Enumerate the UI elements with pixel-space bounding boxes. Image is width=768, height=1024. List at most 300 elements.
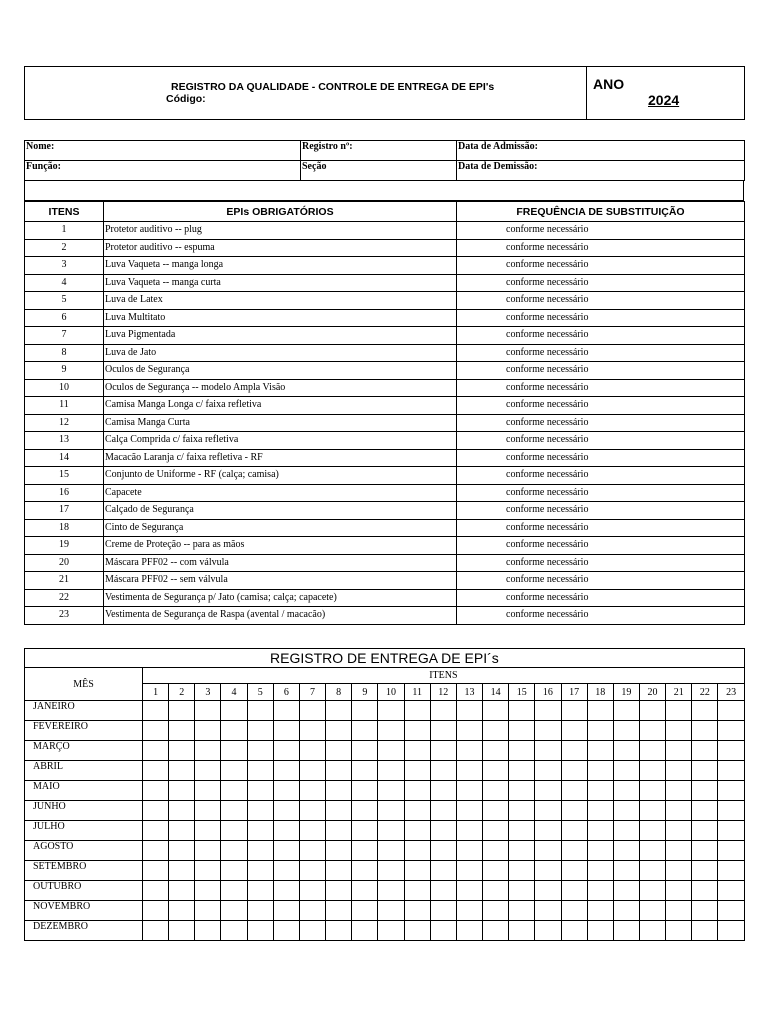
delivery-cell[interactable]	[456, 741, 482, 761]
delivery-cell[interactable]	[718, 861, 744, 881]
delivery-cell[interactable]	[169, 821, 195, 841]
delivery-cell[interactable]	[509, 801, 535, 821]
delivery-cell[interactable]	[352, 841, 378, 861]
delivery-cell[interactable]	[195, 761, 221, 781]
delivery-cell[interactable]	[221, 841, 247, 861]
delivery-cell[interactable]	[273, 921, 299, 941]
delivery-cell[interactable]	[221, 761, 247, 781]
delivery-cell[interactable]	[326, 781, 352, 801]
delivery-cell[interactable]	[247, 761, 273, 781]
delivery-cell[interactable]	[378, 741, 404, 761]
epi-item-frequency: conforme necessário	[457, 554, 745, 572]
delivery-cell[interactable]	[299, 741, 325, 761]
delivery-cell[interactable]	[535, 921, 561, 941]
delivery-cell[interactable]	[456, 701, 482, 721]
delivery-cell[interactable]	[378, 821, 404, 841]
delivery-cell[interactable]	[169, 801, 195, 821]
delivery-cell[interactable]	[535, 761, 561, 781]
delivery-cell[interactable]	[221, 881, 247, 901]
delivery-cell[interactable]	[221, 801, 247, 821]
delivery-cell[interactable]	[613, 881, 639, 901]
delivery-cell[interactable]	[195, 741, 221, 761]
delivery-cell[interactable]	[352, 921, 378, 941]
delivery-cell[interactable]	[143, 881, 169, 901]
delivery-cell[interactable]	[404, 801, 430, 821]
delivery-cell[interactable]	[273, 721, 299, 741]
delivery-cell[interactable]	[352, 761, 378, 781]
delivery-cell[interactable]	[561, 881, 587, 901]
delivery-cell[interactable]	[299, 701, 325, 721]
delivery-cell[interactable]	[587, 741, 613, 761]
delivery-cell[interactable]	[430, 721, 456, 741]
delivery-cell[interactable]	[666, 761, 692, 781]
delivery-cell[interactable]	[326, 921, 352, 941]
epi-item-number: 10	[25, 379, 104, 397]
epi-item-name: Capacete	[104, 484, 457, 502]
delivery-cell[interactable]	[535, 861, 561, 881]
month-row	[25, 841, 745, 861]
delivery-cell[interactable]	[378, 921, 404, 941]
delivery-cell[interactable]	[483, 801, 509, 821]
delivery-cell[interactable]	[326, 841, 352, 861]
delivery-cell[interactable]	[535, 741, 561, 761]
month-row	[25, 881, 745, 901]
delivery-cell[interactable]	[587, 801, 613, 821]
delivery-cell[interactable]	[666, 901, 692, 921]
delivery-cell[interactable]	[639, 801, 665, 821]
delivery-cell[interactable]	[247, 801, 273, 821]
delivery-cell[interactable]	[613, 741, 639, 761]
delivery-cell[interactable]	[613, 921, 639, 941]
delivery-cell[interactable]	[195, 721, 221, 741]
delivery-cell[interactable]	[352, 721, 378, 741]
delivery-cell[interactable]	[404, 781, 430, 801]
delivery-cell[interactable]	[639, 761, 665, 781]
delivery-cell[interactable]	[509, 861, 535, 881]
itens-header: ITENS	[143, 668, 745, 684]
delivery-cell[interactable]	[509, 701, 535, 721]
delivery-cell[interactable]	[378, 781, 404, 801]
delivery-cell[interactable]	[509, 781, 535, 801]
delivery-cell[interactable]	[299, 881, 325, 901]
delivery-cell[interactable]	[456, 801, 482, 821]
delivery-cell[interactable]	[195, 821, 221, 841]
delivery-cell[interactable]	[143, 921, 169, 941]
delivery-cell[interactable]	[299, 781, 325, 801]
delivery-cell[interactable]	[535, 901, 561, 921]
admissao-field[interactable]: Data de Admissão:	[457, 141, 745, 161]
delivery-cell[interactable]	[483, 861, 509, 881]
delivery-cell[interactable]	[718, 801, 744, 821]
delivery-cell[interactable]	[692, 901, 718, 921]
delivery-cell[interactable]	[509, 821, 535, 841]
delivery-cell[interactable]	[561, 821, 587, 841]
delivery-cell[interactable]	[666, 701, 692, 721]
delivery-cell[interactable]	[326, 721, 352, 741]
delivery-cell[interactable]	[404, 861, 430, 881]
delivery-cell[interactable]	[587, 821, 613, 841]
delivery-cell[interactable]	[456, 841, 482, 861]
delivery-cell[interactable]	[718, 841, 744, 861]
delivery-cell[interactable]	[613, 701, 639, 721]
delivery-cell[interactable]	[613, 781, 639, 801]
delivery-cell[interactable]	[639, 821, 665, 841]
delivery-cell[interactable]	[404, 701, 430, 721]
delivery-cell[interactable]	[273, 761, 299, 781]
delivery-cell[interactable]	[666, 881, 692, 901]
delivery-cell[interactable]	[456, 921, 482, 941]
delivery-cell[interactable]	[326, 801, 352, 821]
delivery-cell[interactable]	[195, 701, 221, 721]
delivery-cell[interactable]	[483, 781, 509, 801]
delivery-cell[interactable]	[143, 821, 169, 841]
delivery-cell[interactable]	[404, 741, 430, 761]
registro-field[interactable]: Registro nº:	[301, 141, 457, 161]
delivery-cell[interactable]	[483, 701, 509, 721]
delivery-cell[interactable]	[247, 841, 273, 861]
funcao-field[interactable]: Função:	[25, 161, 301, 181]
delivery-cell[interactable]	[613, 861, 639, 881]
delivery-cell[interactable]	[221, 741, 247, 761]
delivery-cell[interactable]	[352, 901, 378, 921]
delivery-cell[interactable]	[169, 841, 195, 861]
delivery-cell[interactable]	[143, 761, 169, 781]
delivery-cell[interactable]	[404, 921, 430, 941]
delivery-cell[interactable]	[718, 821, 744, 841]
delivery-cell[interactable]	[430, 701, 456, 721]
delivery-cell[interactable]	[273, 701, 299, 721]
delivery-cell[interactable]	[273, 861, 299, 881]
delivery-cell[interactable]	[299, 761, 325, 781]
delivery-cell[interactable]	[404, 721, 430, 741]
delivery-cell[interactable]	[666, 821, 692, 841]
epi-item-frequency: conforme necessário	[457, 589, 745, 607]
delivery-cell[interactable]	[221, 781, 247, 801]
delivery-cell[interactable]	[169, 721, 195, 741]
delivery-cell[interactable]	[456, 821, 482, 841]
delivery-cell[interactable]	[169, 881, 195, 901]
delivery-cell[interactable]	[169, 701, 195, 721]
delivery-cell[interactable]	[430, 861, 456, 881]
delivery-cell[interactable]	[535, 721, 561, 741]
delivery-cell[interactable]	[430, 741, 456, 761]
delivery-cell[interactable]	[613, 721, 639, 741]
delivery-cell[interactable]	[404, 821, 430, 841]
delivery-cell[interactable]	[169, 921, 195, 941]
delivery-cell[interactable]	[587, 901, 613, 921]
delivery-cell[interactable]	[587, 761, 613, 781]
delivery-cell[interactable]	[587, 881, 613, 901]
delivery-cell[interactable]	[456, 781, 482, 801]
delivery-cell[interactable]	[352, 701, 378, 721]
epi-item-name: Máscara PFF02 -- sem válvula	[104, 572, 457, 590]
delivery-cell[interactable]	[326, 881, 352, 901]
delivery-cell[interactable]	[587, 861, 613, 881]
delivery-cell[interactable]	[404, 761, 430, 781]
delivery-cell[interactable]	[195, 861, 221, 881]
delivery-cell[interactable]	[221, 821, 247, 841]
month-row	[25, 901, 745, 921]
delivery-cell[interactable]	[430, 881, 456, 901]
delivery-cell[interactable]	[378, 701, 404, 721]
delivery-cell[interactable]	[195, 801, 221, 821]
delivery-cell[interactable]	[352, 741, 378, 761]
delivery-cell[interactable]	[639, 881, 665, 901]
epi-item-number: 19	[25, 537, 104, 555]
demissao-field[interactable]: Data de Demissão:	[457, 161, 745, 181]
delivery-cell[interactable]	[483, 901, 509, 921]
delivery-cell[interactable]	[378, 881, 404, 901]
delivery-cell[interactable]	[718, 901, 744, 921]
delivery-cell[interactable]	[639, 721, 665, 741]
delivery-cell[interactable]	[247, 701, 273, 721]
delivery-cell[interactable]	[456, 761, 482, 781]
delivery-cell[interactable]	[639, 781, 665, 801]
delivery-cell[interactable]	[404, 841, 430, 861]
delivery-cell[interactable]	[692, 701, 718, 721]
delivery-cell[interactable]	[143, 841, 169, 861]
delivery-cell[interactable]	[692, 841, 718, 861]
delivery-cell[interactable]	[273, 881, 299, 901]
delivery-cell[interactable]	[535, 821, 561, 841]
delivery-cell[interactable]	[195, 781, 221, 801]
delivery-cell[interactable]	[561, 721, 587, 741]
delivery-cell[interactable]	[299, 921, 325, 941]
delivery-cell[interactable]	[143, 781, 169, 801]
month-label: SETEMBRO	[25, 861, 143, 881]
delivery-cell[interactable]	[666, 741, 692, 761]
epi-item-name: Calçado de Segurança	[104, 502, 457, 520]
delivery-cell[interactable]	[692, 741, 718, 761]
item-column-header: 1	[143, 684, 169, 701]
delivery-cell[interactable]	[326, 901, 352, 921]
delivery-cell[interactable]	[378, 721, 404, 741]
delivery-cell[interactable]	[352, 781, 378, 801]
delivery-cell[interactable]	[613, 821, 639, 841]
delivery-cell[interactable]	[456, 901, 482, 921]
delivery-cell[interactable]	[613, 841, 639, 861]
item-column-header: 2	[169, 684, 195, 701]
delivery-cell[interactable]	[221, 701, 247, 721]
delivery-cell[interactable]	[718, 921, 744, 941]
delivery-cell[interactable]	[169, 901, 195, 921]
delivery-cell[interactable]	[404, 901, 430, 921]
delivery-cell[interactable]	[613, 761, 639, 781]
delivery-cell[interactable]	[430, 841, 456, 861]
delivery-cell[interactable]	[718, 761, 744, 781]
delivery-cell[interactable]	[561, 921, 587, 941]
delivery-cell[interactable]	[221, 861, 247, 881]
delivery-cell[interactable]	[509, 721, 535, 741]
delivery-cell[interactable]	[430, 901, 456, 921]
delivery-cell[interactable]	[692, 881, 718, 901]
delivery-cell[interactable]	[143, 801, 169, 821]
delivery-cell[interactable]	[483, 721, 509, 741]
delivery-cell[interactable]	[561, 761, 587, 781]
delivery-cell[interactable]	[456, 861, 482, 881]
delivery-cell[interactable]	[247, 901, 273, 921]
delivery-cell[interactable]	[430, 921, 456, 941]
delivery-cell[interactable]	[561, 741, 587, 761]
delivery-cell[interactable]	[430, 781, 456, 801]
delivery-cell[interactable]	[561, 861, 587, 881]
delivery-cell[interactable]	[221, 721, 247, 741]
delivery-cell[interactable]	[718, 781, 744, 801]
delivery-cell[interactable]	[718, 881, 744, 901]
delivery-cell[interactable]	[561, 701, 587, 721]
delivery-cell[interactable]	[247, 881, 273, 901]
delivery-cell[interactable]	[352, 881, 378, 901]
epi-item-frequency: conforme necessário	[457, 537, 745, 555]
delivery-cell[interactable]	[692, 801, 718, 821]
delivery-cell[interactable]	[326, 821, 352, 841]
nome-field[interactable]: Nome:	[25, 141, 301, 161]
month-row	[25, 801, 745, 821]
delivery-cell[interactable]	[169, 861, 195, 881]
delivery-cell[interactable]	[509, 741, 535, 761]
delivery-cell[interactable]	[326, 701, 352, 721]
delivery-cell[interactable]	[718, 701, 744, 721]
secao-field[interactable]: Seção	[301, 161, 457, 181]
delivery-cell[interactable]	[639, 901, 665, 921]
delivery-cell[interactable]	[247, 721, 273, 741]
delivery-cell[interactable]	[483, 761, 509, 781]
delivery-cell[interactable]	[483, 881, 509, 901]
delivery-cell[interactable]	[326, 741, 352, 761]
delivery-cell[interactable]	[613, 901, 639, 921]
delivery-cell[interactable]	[352, 801, 378, 821]
delivery-cell[interactable]	[639, 741, 665, 761]
delivery-cell[interactable]	[692, 761, 718, 781]
delivery-cell[interactable]	[195, 841, 221, 861]
delivery-cell[interactable]	[666, 841, 692, 861]
delivery-cell[interactable]	[143, 861, 169, 881]
delivery-cell[interactable]	[666, 781, 692, 801]
delivery-cell[interactable]	[639, 701, 665, 721]
delivery-cell[interactable]	[273, 841, 299, 861]
delivery-cell[interactable]	[613, 801, 639, 821]
delivery-cell[interactable]	[692, 861, 718, 881]
delivery-cell[interactable]	[299, 801, 325, 821]
delivery-cell[interactable]	[169, 741, 195, 761]
delivery-cell[interactable]	[639, 861, 665, 881]
delivery-cell[interactable]	[378, 841, 404, 861]
delivery-cell[interactable]	[299, 901, 325, 921]
delivery-cell[interactable]	[169, 761, 195, 781]
delivery-cell[interactable]	[247, 781, 273, 801]
delivery-cell[interactable]	[169, 781, 195, 801]
delivery-cell[interactable]	[247, 821, 273, 841]
delivery-cell[interactable]	[692, 721, 718, 741]
delivery-cell[interactable]	[273, 801, 299, 821]
delivery-cell[interactable]	[430, 821, 456, 841]
delivery-cell[interactable]	[247, 921, 273, 941]
delivery-cell[interactable]	[666, 861, 692, 881]
table-row	[25, 257, 745, 275]
delivery-cell[interactable]	[143, 701, 169, 721]
delivery-cell[interactable]	[326, 861, 352, 881]
delivery-cell[interactable]	[299, 841, 325, 861]
delivery-cell[interactable]	[483, 821, 509, 841]
delivery-cell[interactable]	[195, 881, 221, 901]
delivery-cell[interactable]	[509, 881, 535, 901]
delivery-cell[interactable]	[666, 721, 692, 741]
delivery-cell[interactable]	[718, 721, 744, 741]
delivery-cell[interactable]	[483, 921, 509, 941]
delivery-cell[interactable]	[378, 861, 404, 881]
delivery-cell[interactable]	[456, 881, 482, 901]
delivery-cell[interactable]	[430, 761, 456, 781]
delivery-cell[interactable]	[143, 901, 169, 921]
delivery-cell[interactable]	[143, 721, 169, 741]
delivery-cell[interactable]	[509, 921, 535, 941]
delivery-cell[interactable]	[456, 721, 482, 741]
delivery-cell[interactable]	[535, 841, 561, 861]
delivery-cell[interactable]	[299, 821, 325, 841]
delivery-cell[interactable]	[718, 741, 744, 761]
delivery-cell[interactable]	[221, 921, 247, 941]
delivery-cell[interactable]	[535, 881, 561, 901]
delivery-cell[interactable]	[352, 861, 378, 881]
delivery-cell[interactable]	[273, 821, 299, 841]
delivery-cell[interactable]	[326, 761, 352, 781]
delivery-cell[interactable]	[587, 841, 613, 861]
delivery-cell[interactable]	[666, 921, 692, 941]
delivery-cell[interactable]	[692, 781, 718, 801]
delivery-cell[interactable]	[195, 921, 221, 941]
delivery-cell[interactable]	[273, 901, 299, 921]
delivery-cell[interactable]	[639, 921, 665, 941]
delivery-cell[interactable]	[587, 921, 613, 941]
delivery-cell[interactable]	[561, 901, 587, 921]
delivery-cell[interactable]	[509, 901, 535, 921]
delivery-cell[interactable]	[483, 841, 509, 861]
delivery-cell[interactable]	[273, 741, 299, 761]
delivery-cell[interactable]	[692, 821, 718, 841]
delivery-cell[interactable]	[273, 781, 299, 801]
delivery-cell[interactable]	[666, 801, 692, 821]
delivery-cell[interactable]	[483, 741, 509, 761]
delivery-cell[interactable]	[143, 741, 169, 761]
delivery-cell[interactable]	[378, 901, 404, 921]
delivery-cell[interactable]	[535, 801, 561, 821]
delivery-cell[interactable]	[247, 861, 273, 881]
delivery-cell[interactable]	[639, 841, 665, 861]
delivery-cell[interactable]	[247, 741, 273, 761]
delivery-cell[interactable]	[587, 701, 613, 721]
delivery-cell[interactable]	[535, 701, 561, 721]
delivery-cell[interactable]	[561, 841, 587, 861]
delivery-cell[interactable]	[535, 781, 561, 801]
delivery-cell[interactable]	[221, 901, 247, 921]
delivery-cell[interactable]	[509, 761, 535, 781]
delivery-cell[interactable]	[378, 801, 404, 821]
delivery-cell[interactable]	[692, 921, 718, 941]
delivery-cell[interactable]	[561, 781, 587, 801]
delivery-cell[interactable]	[378, 761, 404, 781]
epi-item-name: Luva Vaqueta -- manga curta	[104, 274, 457, 292]
delivery-cell[interactable]	[299, 721, 325, 741]
delivery-cell[interactable]	[587, 781, 613, 801]
delivery-cell[interactable]	[509, 841, 535, 861]
delivery-cell[interactable]	[561, 801, 587, 821]
delivery-cell[interactable]	[430, 801, 456, 821]
delivery-cell[interactable]	[587, 721, 613, 741]
delivery-cell[interactable]	[352, 821, 378, 841]
delivery-cell[interactable]	[299, 861, 325, 881]
delivery-cell[interactable]	[195, 901, 221, 921]
delivery-cell[interactable]	[404, 881, 430, 901]
